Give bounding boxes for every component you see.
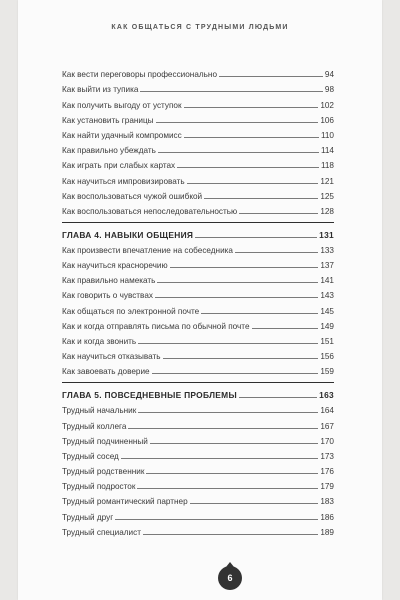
dot-leader (137, 488, 318, 489)
toc-entry (62, 94, 334, 109)
toc-entry-page: 189 (320, 527, 334, 537)
chapter-heading (62, 384, 334, 400)
toc-entry-title: Как найти удачный компромисс (62, 130, 182, 140)
toc-entry-title: Как правильно намекать (62, 276, 156, 286)
dot-leader (177, 167, 319, 168)
dot-leader (190, 503, 319, 504)
dot-leader (239, 397, 317, 398)
dot-leader (115, 519, 318, 520)
toc-entry (62, 415, 334, 430)
table-of-contents (62, 64, 334, 537)
toc-entry-title: Трудный родственник (62, 467, 145, 477)
dot-leader (138, 343, 318, 344)
dot-leader (157, 282, 318, 283)
toc-entry-title: Как и когда отправлять письма по обычной почте (62, 321, 250, 331)
toc-entry (62, 316, 334, 331)
toc-entry-page: 125 (320, 191, 334, 201)
page-number-badge (218, 566, 242, 590)
dot-leader (170, 267, 319, 268)
book-page (18, 0, 382, 600)
running-header: КАК ОБЩАТЬСЯ С ТРУДНЫМИ ЛЮДЬМИ (111, 24, 289, 31)
toc-entry-title: Как научиться красноречию (62, 261, 168, 271)
chapter-heading (62, 224, 334, 240)
dot-leader (219, 76, 323, 77)
toc-entry-page: 173 (320, 451, 334, 461)
toc-entry-title: Как получить выгоду от уступок (62, 100, 182, 110)
toc-entry-title: Трудный сосед (62, 451, 119, 461)
dot-leader (195, 237, 317, 238)
toc-entry (62, 125, 334, 140)
toc-entry-page: 183 (320, 497, 334, 507)
dot-leader (156, 122, 319, 123)
toc-entry (62, 285, 334, 300)
chapter-heading-block (62, 382, 334, 400)
toc-entry (62, 431, 334, 446)
toc-entry-title: Трудный начальник (62, 406, 137, 416)
dot-leader (239, 213, 318, 214)
dot-leader (143, 534, 318, 535)
chapter-title: ГЛАВА 4. НАВЫКИ ОБЩЕНИЯ (62, 229, 194, 240)
dot-leader (146, 473, 318, 474)
toc-entry (62, 170, 334, 185)
page-number: 6 (227, 573, 233, 583)
chapter-title: ГЛАВА 5. ПОВСЕДНЕВНЫЕ ПРОБЛЕМЫ (62, 390, 237, 401)
toc-entry (62, 240, 334, 255)
toc-entry-page: 137 (320, 261, 334, 271)
toc-entry-page: 106 (320, 115, 334, 125)
toc-entry (62, 140, 334, 155)
toc-entry-title: Как выйти из тупика (62, 85, 139, 95)
toc-entry-title: Как завоевать доверие (62, 367, 150, 377)
toc-entry-title: Как воспользоваться чужой ошибкой (62, 191, 203, 201)
toc-entry-title: Как установить границы (62, 115, 154, 125)
toc-entry (62, 346, 334, 361)
toc-entry (62, 155, 334, 170)
toc-entry-title: Как вести переговоры профессионально (62, 70, 217, 80)
toc-entry-title: Трудный специалист (62, 527, 141, 537)
dot-leader (138, 412, 318, 413)
toc-entry-page: 98 (324, 85, 334, 95)
toc-entry-title: Как научиться импровизировать (62, 176, 185, 186)
chapter-page: 163 (319, 390, 334, 401)
dot-leader (252, 328, 319, 329)
toc-entry-page: 94 (324, 70, 334, 80)
dot-leader (150, 443, 318, 444)
toc-entry-page: 121 (320, 176, 334, 186)
toc-entry-title: Трудный романтический партнер (62, 497, 188, 507)
toc-entry-title: Как правильно убеждать (62, 146, 156, 156)
toc-entry-page: 151 (320, 336, 334, 346)
toc-entry-page: 102 (320, 100, 334, 110)
toc-entry-page: 164 (320, 406, 334, 416)
toc-entry-title: Трудный друг (62, 512, 114, 522)
toc-entry-page: 170 (320, 436, 334, 446)
dot-leader (163, 358, 319, 359)
toc-entry-title: Как воспользоваться непоследовательностью (62, 206, 238, 216)
dot-leader (158, 152, 319, 153)
toc-entry (62, 79, 334, 94)
toc-entry-title: Трудный подросток (62, 482, 136, 492)
toc-entry (62, 476, 334, 491)
toc-entry (62, 331, 334, 346)
toc-entry-title: Как и когда звонить (62, 336, 137, 346)
dot-leader (155, 297, 318, 298)
toc-entry-page: 167 (320, 421, 334, 431)
chapter-page: 131 (319, 229, 334, 240)
toc-entry (62, 270, 334, 285)
toc-entry-title: Как общаться по электронной почте (62, 306, 200, 316)
toc-entry-page: 143 (320, 291, 334, 301)
toc-entry (62, 491, 334, 506)
toc-entry-page: 133 (320, 245, 334, 255)
toc-entry-title: Как играть при слабых картах (62, 161, 176, 171)
toc-entry (62, 201, 334, 216)
toc-entry-page: 141 (320, 276, 334, 286)
toc-entry-page: 145 (320, 306, 334, 316)
toc-entry (62, 522, 334, 537)
toc-entry-page: 159 (320, 367, 334, 377)
toc-entry (62, 255, 334, 270)
toc-entry (62, 361, 334, 376)
toc-entry-page: 179 (320, 482, 334, 492)
toc-entry-page: 114 (320, 146, 334, 156)
dot-leader (128, 428, 318, 429)
dot-leader (184, 107, 319, 108)
toc-entry-page: 149 (320, 321, 334, 331)
toc-entry (62, 300, 334, 315)
toc-entry-title: Как научиться отказывать (62, 352, 161, 362)
toc-entry-title: Как говорить о чувствах (62, 291, 153, 301)
toc-entry-title: Трудный коллега (62, 421, 127, 431)
dot-leader (140, 91, 322, 92)
toc-entry-page: 110 (320, 130, 334, 140)
dot-leader (184, 137, 319, 138)
toc-entry (62, 446, 334, 461)
dot-leader (204, 198, 318, 199)
chapter-heading-block (62, 222, 334, 240)
toc-entry-title: Трудный подчиненный (62, 436, 148, 446)
toc-entry-title: Как произвести впечатление на собеседника (62, 245, 233, 255)
dot-leader (201, 313, 318, 314)
dot-leader (187, 183, 319, 184)
dot-leader (121, 458, 318, 459)
toc-entry (62, 64, 334, 79)
dot-leader (235, 252, 318, 253)
toc-entry (62, 110, 334, 125)
toc-entry (62, 400, 334, 415)
toc-entry-page: 186 (320, 512, 334, 522)
toc-entry (62, 461, 334, 476)
toc-entry (62, 506, 334, 521)
toc-entry-page: 156 (320, 352, 334, 362)
toc-entry (62, 186, 334, 201)
toc-entry-page: 176 (320, 467, 334, 477)
dot-leader (152, 373, 319, 374)
toc-entry-page: 128 (320, 206, 334, 216)
toc-entry-page: 118 (320, 161, 334, 171)
